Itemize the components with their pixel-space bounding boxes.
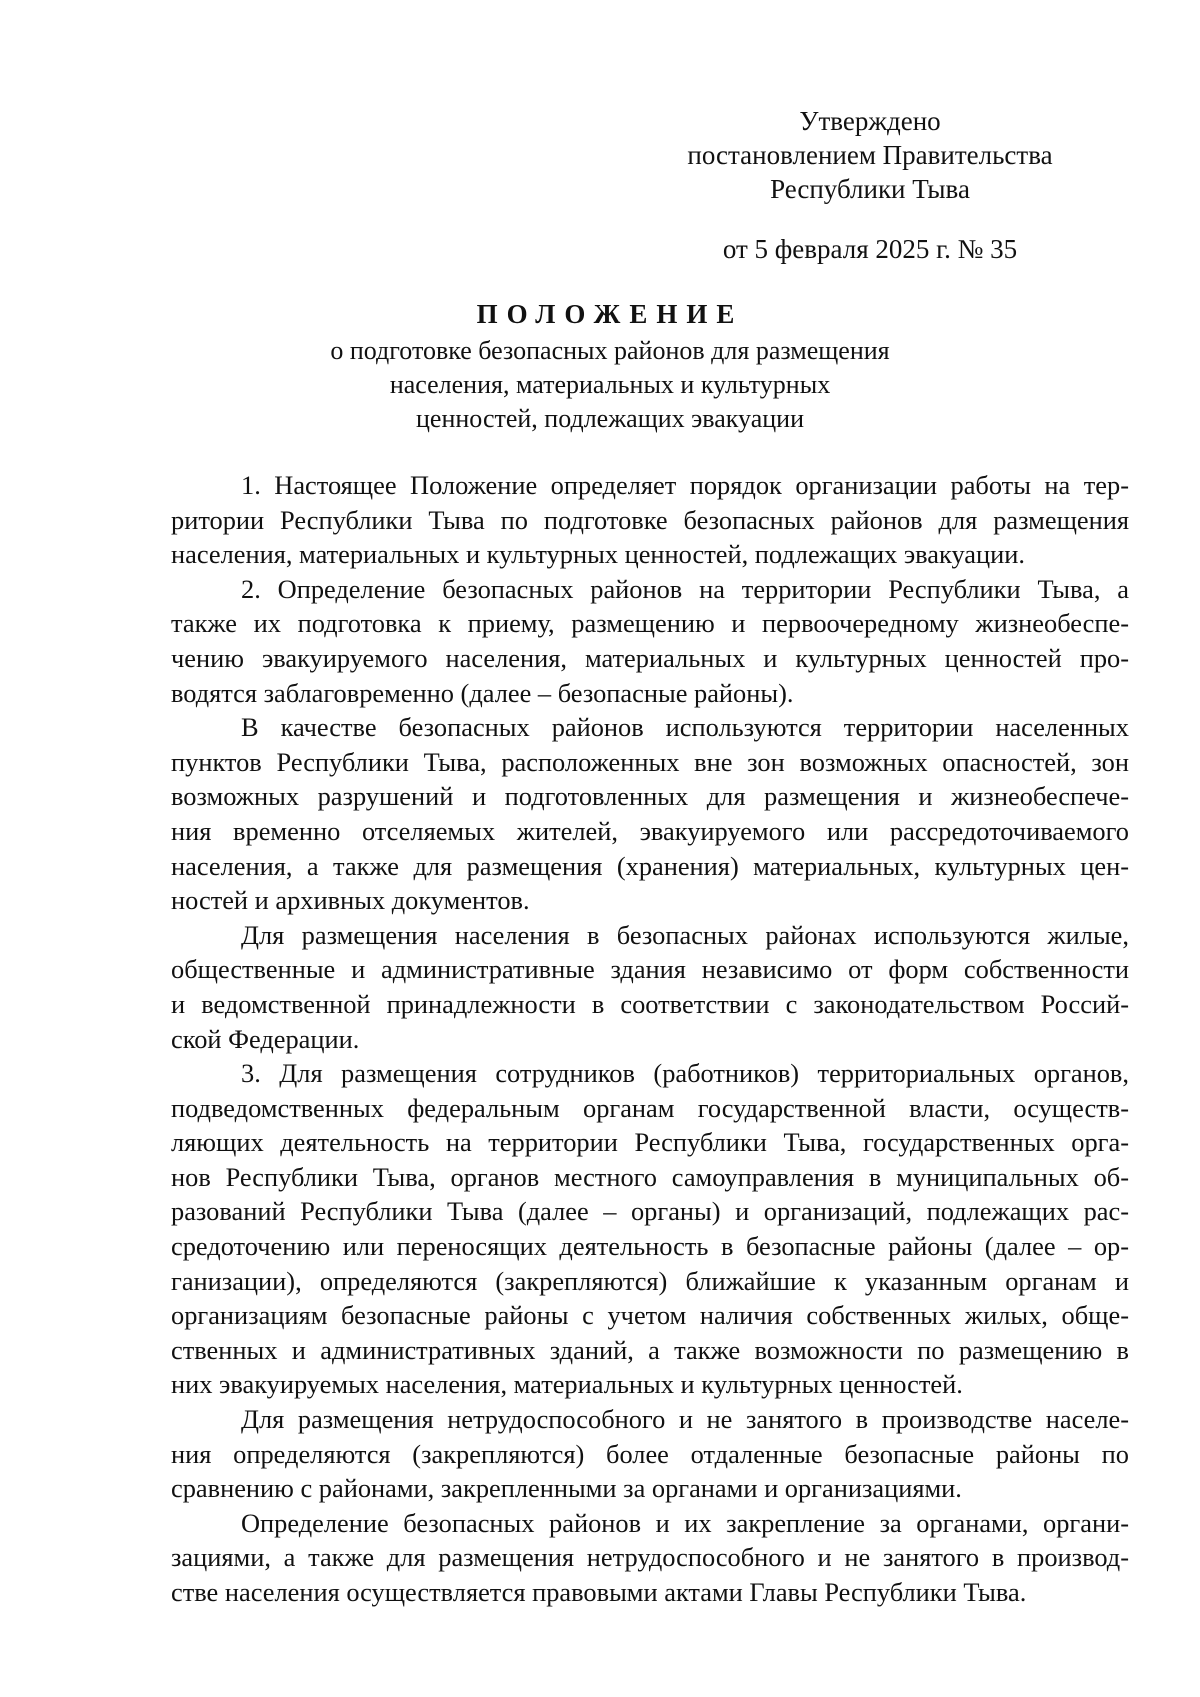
paragraph — [171, 572, 1129, 710]
paragraph — [171, 918, 1129, 1056]
paragraph-line: ния временно отселяемых жителей, эвакуируемого или рассредоточиваемого — [171, 815, 1129, 846]
approval-stamp — [640, 104, 1100, 266]
paragraph-line: разований Республики Тыва (далее – органы) и организаций, подлежащих рас- — [171, 1196, 1129, 1227]
paragraph-line: возможных разрушений и подготовленных для размещения и жизнеобеспече- — [171, 781, 1129, 812]
paragraph-line: 2. Определение безопасных районов на территории Республики Тыва, а — [241, 573, 1129, 604]
paragraph-line: 3. Для размещения сотрудников (работников) территориальных органов, — [241, 1058, 1129, 1089]
paragraph-line: организациям безопасные районы с учетом наличия собственных жилых, обще- — [171, 1300, 1129, 1331]
paragraph-line: также их подготовка к приему, размещению и первоочередному жизнеобеспе- — [171, 608, 1129, 639]
paragraph-line: ляющих деятельность на территории Республики Тыва, государственных орга- — [171, 1127, 1129, 1158]
paragraph-line: водятся заблаговременно (далее – безопасные районы). — [171, 677, 794, 708]
paragraph-line: В качестве безопасных районов используются территории населенных — [241, 712, 1129, 743]
paragraph-line: нов Республики Тыва, органов местного самоуправления в муниципальных об- — [171, 1161, 1129, 1192]
paragraph-line: ностей и архивных документов. — [171, 885, 530, 916]
document-body — [171, 468, 1129, 1610]
subtitle-line: ценностей, подлежащих эвакуации — [416, 404, 804, 433]
paragraph-line: и ведомственной принадлежности в соответствии с законодательством Россий- — [171, 988, 1129, 1019]
paragraph-line: чению эвакуируемого населения, материальных и культурных ценностей про- — [171, 642, 1129, 673]
paragraph-line: ской Федерации. — [171, 1023, 360, 1054]
paragraph-line: зациями, а также для размещения нетрудоспособного и не занятого в производ- — [171, 1542, 1129, 1573]
paragraph-line: общественные и административные здания независимо от форм собственности — [171, 954, 1129, 985]
paragraph-line: ритории Республики Тыва по подготовке безопасных районов для размещения — [171, 504, 1129, 535]
paragraph-line: сравнению с районами, закрепленными за органами и организациями. — [171, 1473, 962, 1504]
paragraph-line: населения, а также для размещения (хранения) материальных, культурных цен- — [171, 850, 1129, 881]
approval-line-3: Республики Тыва — [770, 174, 970, 204]
paragraph-line: 1. Настоящее Положение определяет порядок организации работы на тер- — [241, 470, 1129, 500]
paragraph-line: ганизации), определяются (закрепляются) ближайшие к указанным органам и — [171, 1265, 1129, 1296]
paragraph-line: подведомственных федеральным органам государственной власти, осуществ- — [171, 1092, 1129, 1123]
document-type: ПОЛОЖЕНИЕ — [476, 299, 744, 329]
paragraph-line: Определение безопасных районов и их закрепление за органами, органи- — [241, 1507, 1129, 1538]
approval-line-1: Утверждено — [799, 106, 941, 136]
document-title-block — [160, 296, 1060, 436]
paragraph-line: пунктов Республики Тыва, расположенных вне зон возможных опасностей, зон — [171, 746, 1129, 777]
paragraph — [171, 1056, 1129, 1402]
paragraph-line: них эвакуируемых населения, материальных и культурных ценностей. — [171, 1369, 963, 1400]
paragraph-line: Для размещения населения в безопасных районах используются жилые, — [241, 919, 1129, 950]
paragraph-line: населения, материальных и культурных ценностей, подлежащих эвакуации. — [171, 539, 1025, 570]
paragraph-line: стве населения осуществляется правовыми актами Главы Республики Тыва. — [171, 1577, 1027, 1607]
paragraph-line: средоточению или переносящих деятельность в безопасные районы (далее – ор- — [171, 1231, 1129, 1262]
approval-line-2: постановлением Правительства — [687, 140, 1053, 170]
paragraph — [171, 1506, 1129, 1610]
paragraph — [171, 1402, 1129, 1506]
subtitle-line: населения, материальных и культурных — [389, 370, 831, 399]
paragraph — [171, 710, 1129, 918]
subtitle-line: о подготовке безопасных районов для размещения — [330, 336, 890, 365]
paragraph-line: Для размещения нетрудоспособного и не занятого в производстве населе- — [241, 1404, 1129, 1435]
approval-date: от 5 февраля 2025 г. № 35 — [722, 234, 1018, 264]
paragraph — [171, 468, 1129, 572]
paragraph-line: ственных и административных зданий, а также возможности по размещению в — [171, 1334, 1129, 1365]
document-subtitle — [160, 334, 1060, 436]
paragraph-line: ния определяются (закрепляются) более отдаленные безопасные районы по — [171, 1438, 1129, 1469]
